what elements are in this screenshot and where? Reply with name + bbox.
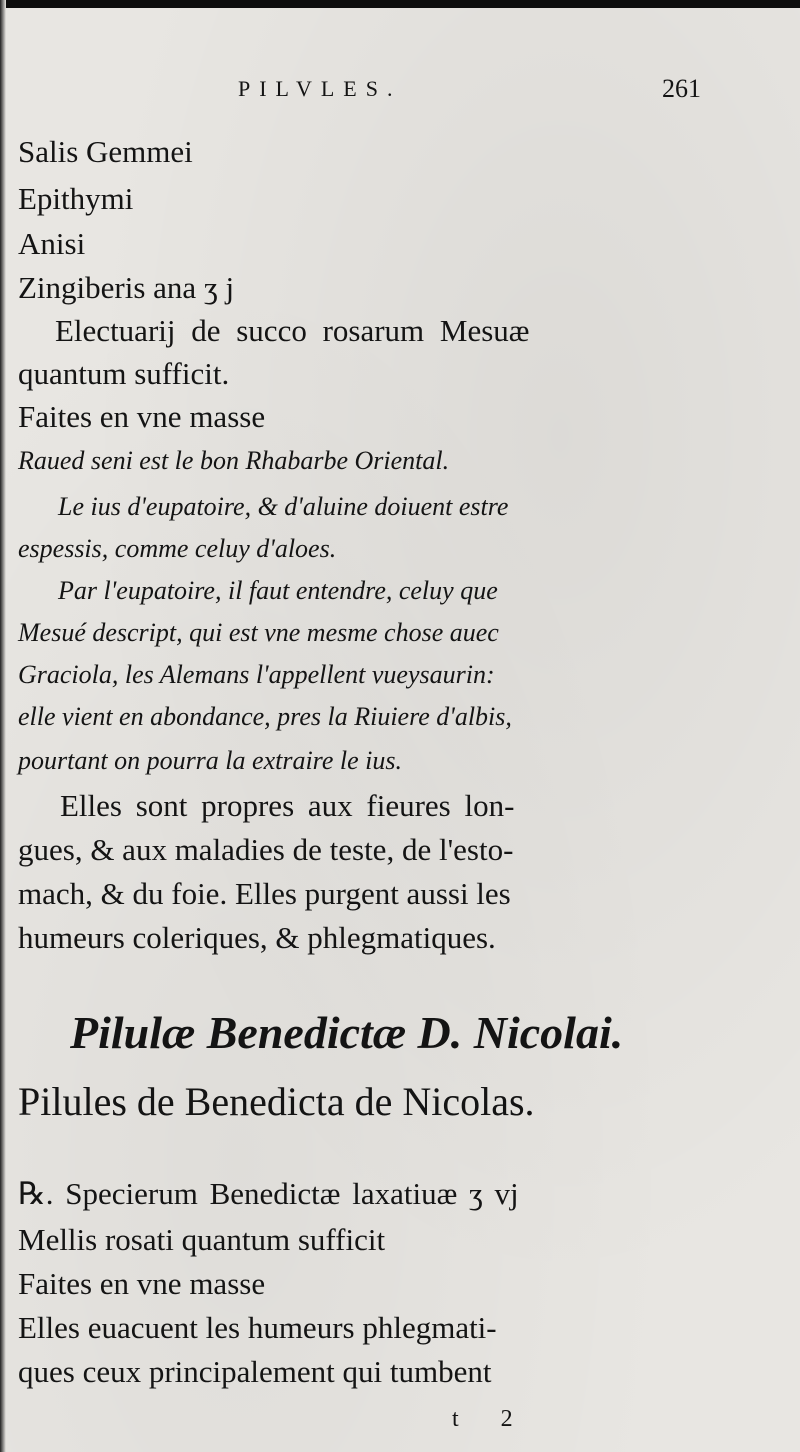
note-line: Mesué descript, qui est vne mesme chose auec <box>18 618 499 647</box>
body-line: mach, & du foie. Elles purgent aussi les <box>18 876 511 911</box>
body-line: ques ceux principalement qui tumbent <box>18 1354 492 1389</box>
body-line: humeurs coleriques, & phlegmatiques. <box>18 920 496 955</box>
section-title-french: Pilules de Benedicta de Nicolas. <box>18 1079 535 1124</box>
signature-mark: t 2 <box>452 1406 531 1432</box>
recipe-line: Mellis rosati quantum sufficit <box>18 1222 386 1257</box>
note-line: pourtant on pourra la extraire le ius. <box>18 746 402 775</box>
note-line: Par l'eupatoire, il faut entendre, celuy que <box>58 576 498 605</box>
note-line: espessis, comme celuy d'aloes. <box>18 534 337 563</box>
recipe-line: Epithymi <box>18 181 134 216</box>
recipe-line: Anisi <box>18 226 86 261</box>
body-line: gues, & aux maladies de teste, de l'esto- <box>18 832 514 867</box>
recipe-line: Electuarij de succo rosarum Mesuæ <box>55 313 530 348</box>
note-line: Graciola, les Alemans l'appellent vueysaurin: <box>18 660 495 689</box>
recipe-line: Zingiberis ana ʒ j <box>18 270 235 305</box>
page-top-edge <box>0 0 800 8</box>
note-line: Le ius d'eupatoire, & d'aluine doiuent estre <box>58 492 509 521</box>
page-number: 261 <box>662 74 701 103</box>
section-title-latin: Pilulæ Benedictæ D. Nicolai. <box>70 1007 624 1058</box>
recipe-line: Faites en vne masse <box>18 1266 266 1301</box>
page-gutter-shadow <box>0 0 6 1452</box>
body-line: Elles euacuent les humeurs phlegmati- <box>18 1310 497 1345</box>
body-line: Elles sont propres aux fieures lon- <box>60 788 515 823</box>
running-title: PILVLES. <box>238 76 402 101</box>
recipe-line: Salis Gemmei <box>18 134 193 169</box>
recipe-line: Faites en vne masse <box>18 399 266 434</box>
recipe-line: quantum sufficit. <box>18 356 230 391</box>
note-line: Raued seni est le bon Rhabarbe Oriental. <box>18 446 450 475</box>
recipe-line: ℞. Specierum Benedictæ laxatiuæ ʒ vj <box>18 1176 519 1211</box>
note-line: elle vient en abondance, pres la Riuiere d'albis, <box>18 702 512 731</box>
